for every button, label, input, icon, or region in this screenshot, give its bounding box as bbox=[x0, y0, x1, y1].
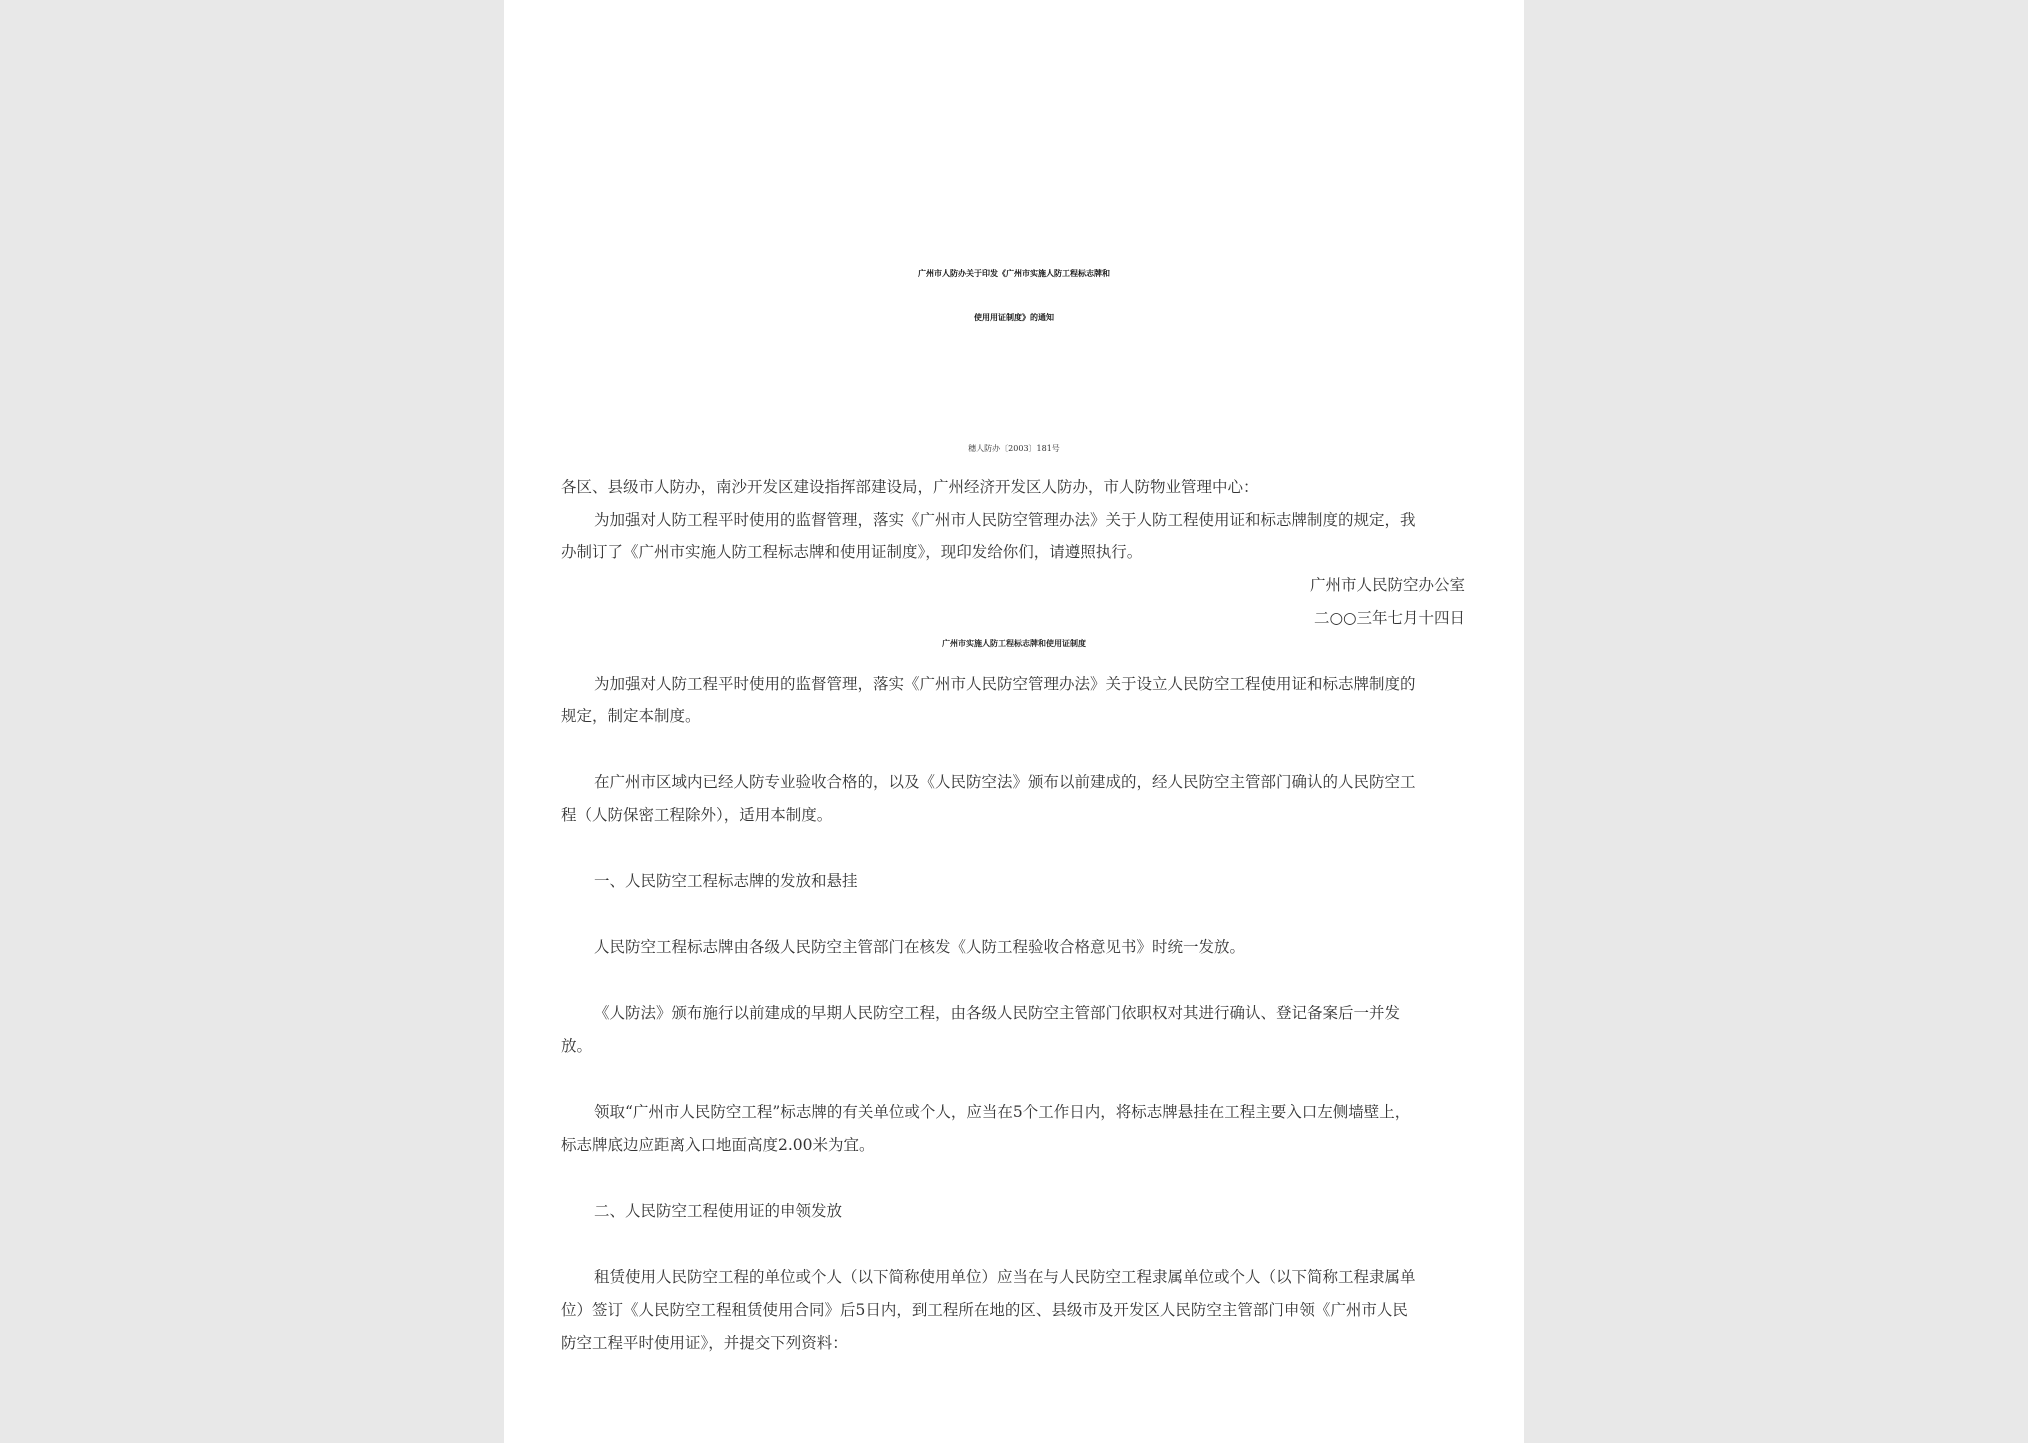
paragraph-6-line-2: 位）签订《人民防空工程租赁使用合同》后5日内，到工程所在地的区、县级市及开发区人民防空主管部门申领《广州市人民 bbox=[561, 1301, 1408, 1319]
intro-paragraph-line-2: 办制订了《广州市实施人防工程标志牌和使用证制度》，现印发给你们，请遵照执行。 bbox=[561, 543, 1143, 561]
paragraph-5-line-1: 领取“广州市人民防空工程”标志牌的有关单位或个人，应当在5个工作日内，将标志牌悬挂在工程主要入口左侧墙壁上， bbox=[594, 1103, 1411, 1121]
document-page bbox=[504, 0, 1524, 1443]
paragraph-2-line-2: 程（人防保密工程除外），适用本制度。 bbox=[561, 806, 833, 824]
paragraph-5-line-2: 标志牌底边应距离入口地面高度2.00米为宜。 bbox=[561, 1136, 875, 1154]
paragraph-6-line-3: 防空工程平时使用证》，并提交下列资料： bbox=[561, 1334, 848, 1352]
paragraph-1-line-1: 为加强对人防工程平时使用的监督管理，落实《广州市人民防空管理办法》关于设立人民防空工程使用证和标志牌制度的 bbox=[594, 675, 1416, 693]
paragraph-3-line-1: 人民防空工程标志牌由各级人民防空主管部门在核发《人防工程验收合格意见书》时统一发放。 bbox=[594, 938, 1246, 956]
regulation-title: 广州市实施人防工程标志牌和使用证制度 bbox=[942, 639, 1086, 648]
paragraph-2-line-1: 在广州市区域内已经人防专业验收合格的，以及《人民防空法》颁布以前建成的，经人民防空主管部门确认的人民防空工 bbox=[594, 773, 1416, 791]
paragraph-4-line-1: 《人防法》颁布施行以前建成的早期人民防空工程，由各级人民防空主管部门依职权对其进行确认、登记备案后一并发 bbox=[594, 1004, 1401, 1022]
document-title-line-2: 使用用证制度》的通知 bbox=[974, 313, 1054, 322]
document-title-line-1: 广州市人防办关于印发《广州市实施人防工程标志牌和 bbox=[918, 269, 1110, 278]
section-1-heading: 一、人民防空工程标志牌的发放和悬挂 bbox=[594, 872, 858, 890]
signature-organization: 广州市人民防空办公室 bbox=[1309, 576, 1465, 594]
section-2-heading: 二、人民防空工程使用证的申领发放 bbox=[594, 1202, 843, 1220]
intro-paragraph-line-1: 为加强对人防工程平时使用的监督管理，落实《广州市人民防空管理办法》关于人防工程使用证和标志牌制度的规定，我 bbox=[594, 511, 1416, 529]
addressee: 各区、县级市人防办，南沙开发区建设指挥部建设局，广州经济开发区人防办，市人防物业管理中心： bbox=[561, 478, 1259, 496]
paragraph-4-line-2: 放。 bbox=[561, 1037, 593, 1055]
signature-date: 二○○三年七月十四日 bbox=[1313, 609, 1465, 627]
document-number: 穗人防办〔2003〕181号 bbox=[968, 444, 1060, 453]
paragraph-6-line-1: 租赁使用人民防空工程的单位或个人（以下简称使用单位）应当在与人民防空工程隶属单位或个人（以下简称工程隶属单 bbox=[594, 1268, 1416, 1286]
paragraph-1-line-2: 规定，制定本制度。 bbox=[561, 707, 701, 725]
